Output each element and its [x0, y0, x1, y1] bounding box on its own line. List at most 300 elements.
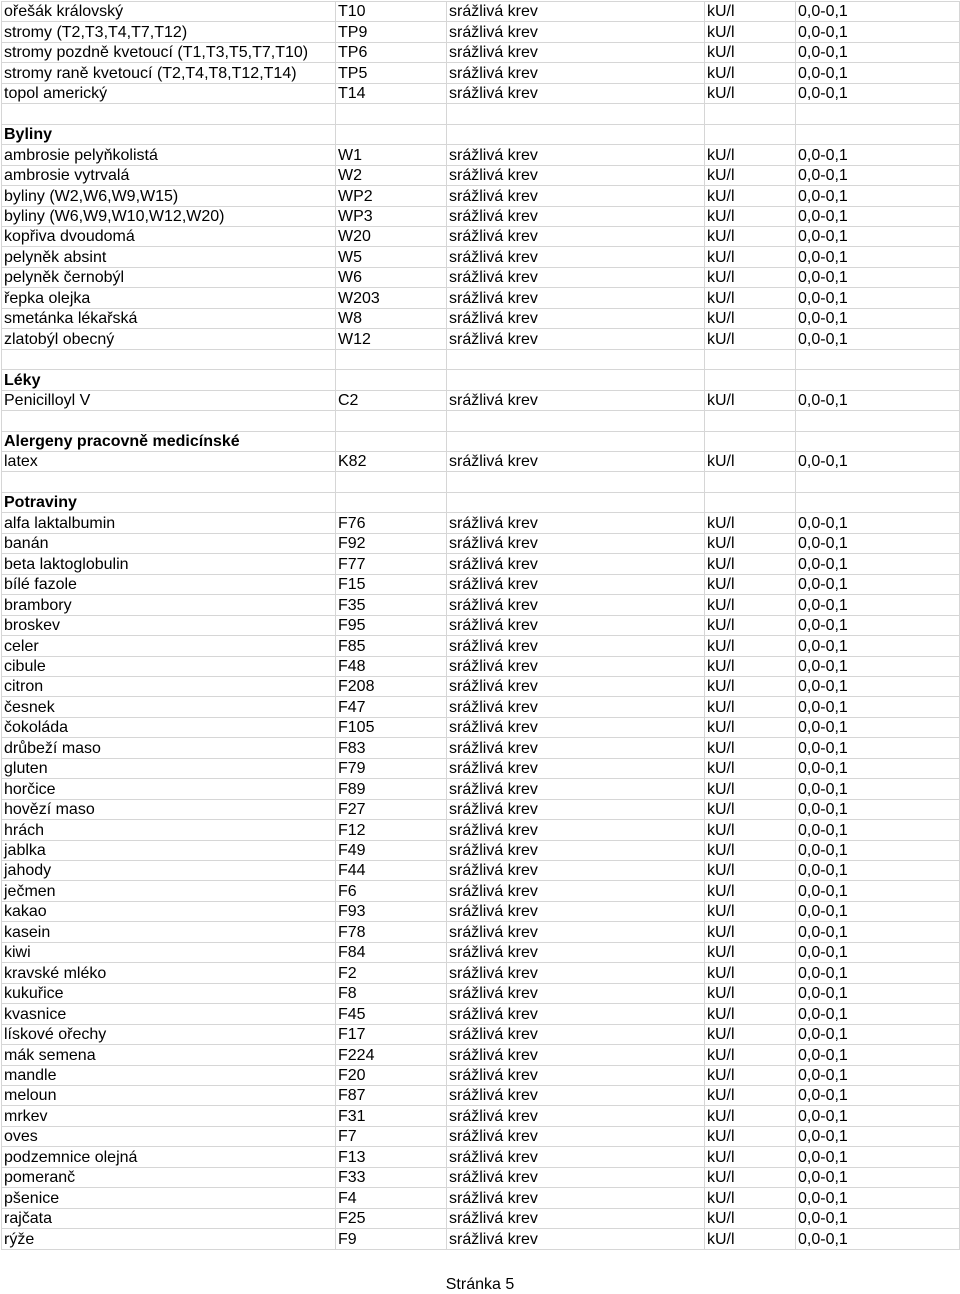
allergen-name-cell: latex: [2, 451, 336, 471]
allergen-name-cell: mák semena: [2, 1045, 336, 1065]
allergen-name-cell: jablka: [2, 840, 336, 860]
allergen-name-cell: kasein: [2, 922, 336, 942]
allergen-name-cell: oves: [2, 1126, 336, 1146]
material-cell: srážlivá krev: [447, 288, 705, 308]
allergen-name-cell: podzemnice olejná: [2, 1147, 336, 1167]
material-cell: srážlivá krev: [447, 513, 705, 533]
allergen-table-body: [2, 2, 960, 1250]
allergen-code-cell: F9: [336, 1229, 447, 1249]
reference-range-cell: 0,0-0,1: [796, 1065, 960, 1085]
reference-range-cell: 0,0-0,1: [796, 1147, 960, 1167]
allergen-code-cell: W1: [336, 145, 447, 165]
allergen-code-cell: TP9: [336, 22, 447, 42]
table-row: [2, 83, 960, 103]
unit-cell: [705, 370, 796, 390]
reference-range-cell: 0,0-0,1: [796, 595, 960, 615]
table-row: [2, 247, 960, 267]
material-cell: srážlivá krev: [447, 574, 705, 594]
allergen-code-cell: F78: [336, 922, 447, 942]
allergen-code-cell: W20: [336, 226, 447, 246]
unit-cell: kU/l: [705, 840, 796, 860]
category-row: [2, 124, 960, 144]
reference-range-cell: 0,0-0,1: [796, 83, 960, 103]
table-row: [2, 63, 960, 83]
reference-range-cell: 0,0-0,1: [796, 1024, 960, 1044]
allergen-code-cell: TP6: [336, 42, 447, 62]
allergen-name-cell: Penicilloyl V: [2, 390, 336, 410]
reference-range-cell: 0,0-0,1: [796, 308, 960, 328]
unit-cell: kU/l: [705, 615, 796, 635]
allergen-code-cell: F8: [336, 983, 447, 1003]
table-row: [2, 595, 960, 615]
category-heading: Byliny: [2, 124, 336, 144]
reference-range-cell: 0,0-0,1: [796, 799, 960, 819]
allergen-code-cell: F92: [336, 533, 447, 553]
material-cell: srážlivá krev: [447, 881, 705, 901]
allergen-code-cell: F76: [336, 513, 447, 533]
allergen-name-cell: cibule: [2, 656, 336, 676]
table-row: [2, 513, 960, 533]
unit-cell: kU/l: [705, 1065, 796, 1085]
material-cell: [447, 411, 705, 431]
unit-cell: kU/l: [705, 697, 796, 717]
allergen-name-cell: topol americký: [2, 83, 336, 103]
allergen-name-cell: horčice: [2, 779, 336, 799]
allergen-code-cell: F95: [336, 615, 447, 635]
table-row: [2, 186, 960, 206]
material-cell: srážlivá krev: [447, 676, 705, 696]
reference-range-cell: 0,0-0,1: [796, 758, 960, 778]
unit-cell: [705, 349, 796, 369]
unit-cell: kU/l: [705, 1004, 796, 1024]
unit-cell: kU/l: [705, 963, 796, 983]
material-cell: srážlivá krev: [447, 738, 705, 758]
allergen-name-cell: gluten: [2, 758, 336, 778]
table-row: [2, 656, 960, 676]
category-heading: Léky: [2, 370, 336, 390]
table-row: [2, 799, 960, 819]
reference-range-cell: 0,0-0,1: [796, 1106, 960, 1126]
category-heading: Potraviny: [2, 492, 336, 512]
reference-range-cell: 0,0-0,1: [796, 820, 960, 840]
allergen-name-cell: ambrosie vytrvalá: [2, 165, 336, 185]
material-cell: srážlivá krev: [447, 820, 705, 840]
allergen-code-cell: F13: [336, 1147, 447, 1167]
reference-range-cell: 0,0-0,1: [796, 963, 960, 983]
material-cell: srážlivá krev: [447, 554, 705, 574]
material-cell: srážlivá krev: [447, 1045, 705, 1065]
reference-range-cell: 0,0-0,1: [796, 451, 960, 471]
material-cell: srážlivá krev: [447, 22, 705, 42]
allergen-name-cell: beta laktoglobulin: [2, 554, 336, 574]
material-cell: srážlivá krev: [447, 1065, 705, 1085]
unit-cell: kU/l: [705, 636, 796, 656]
allergen-code-cell: F79: [336, 758, 447, 778]
unit-cell: kU/l: [705, 206, 796, 226]
table-row: [2, 451, 960, 471]
reference-range-cell: 0,0-0,1: [796, 615, 960, 635]
material-cell: srážlivá krev: [447, 206, 705, 226]
allergen-name-cell: lískové ořechy: [2, 1024, 336, 1044]
table-row: [2, 676, 960, 696]
allergen-code-cell: F105: [336, 717, 447, 737]
reference-range-cell: 0,0-0,1: [796, 145, 960, 165]
table-row: [2, 533, 960, 553]
unit-cell: kU/l: [705, 717, 796, 737]
allergen-code-cell: W203: [336, 288, 447, 308]
allergen-code-cell: F27: [336, 799, 447, 819]
allergen-name-cell: hrách: [2, 820, 336, 840]
unit-cell: kU/l: [705, 22, 796, 42]
unit-cell: kU/l: [705, 329, 796, 349]
unit-cell: kU/l: [705, 1045, 796, 1065]
unit-cell: kU/l: [705, 2, 796, 22]
material-cell: srážlivá krev: [447, 308, 705, 328]
allergen-code-cell: F93: [336, 901, 447, 921]
allergen-name-cell: hovězí maso: [2, 799, 336, 819]
reference-range-cell: 0,0-0,1: [796, 1208, 960, 1228]
reference-range-cell: [796, 104, 960, 124]
reference-range-cell: 0,0-0,1: [796, 390, 960, 410]
unit-cell: kU/l: [705, 656, 796, 676]
table-row: [2, 615, 960, 635]
unit-cell: kU/l: [705, 1086, 796, 1106]
material-cell: srážlivá krev: [447, 1024, 705, 1044]
table-row: [2, 1086, 960, 1106]
material-cell: srážlivá krev: [447, 1126, 705, 1146]
unit-cell: kU/l: [705, 165, 796, 185]
reference-range-cell: 0,0-0,1: [796, 738, 960, 758]
table-row: [2, 1188, 960, 1208]
blank-row: [2, 472, 960, 492]
table-row: [2, 145, 960, 165]
table-row: [2, 840, 960, 860]
allergen-name-cell: řepka olejka: [2, 288, 336, 308]
allergen-code-cell: F89: [336, 779, 447, 799]
table-row: [2, 22, 960, 42]
reference-range-cell: 0,0-0,1: [796, 22, 960, 42]
allergen-name-cell: kvasnice: [2, 1004, 336, 1024]
table-row: [2, 1167, 960, 1187]
allergen-code-cell: [336, 349, 447, 369]
unit-cell: kU/l: [705, 247, 796, 267]
reference-range-cell: 0,0-0,1: [796, 288, 960, 308]
allergen-code-cell: F15: [336, 574, 447, 594]
unit-cell: kU/l: [705, 901, 796, 921]
table-row: [2, 1147, 960, 1167]
unit-cell: kU/l: [705, 451, 796, 471]
allergen-code-cell: [336, 492, 447, 512]
allergen-name-cell: pelyněk absint: [2, 247, 336, 267]
reference-range-cell: 0,0-0,1: [796, 922, 960, 942]
table-row: [2, 738, 960, 758]
table-row: [2, 2, 960, 22]
unit-cell: kU/l: [705, 1188, 796, 1208]
table-row: [2, 226, 960, 246]
allergen-name-cell: [2, 349, 336, 369]
reference-range-cell: [796, 411, 960, 431]
category-row: [2, 431, 960, 451]
unit-cell: kU/l: [705, 922, 796, 942]
material-cell: [447, 492, 705, 512]
reference-range-cell: 0,0-0,1: [796, 1188, 960, 1208]
allergen-code-cell: F224: [336, 1045, 447, 1065]
allergen-name-cell: ořešák královský: [2, 2, 336, 22]
material-cell: srážlivá krev: [447, 799, 705, 819]
table-row: [2, 1229, 960, 1249]
unit-cell: kU/l: [705, 308, 796, 328]
allergen-name-cell: kopřiva dvoudomá: [2, 226, 336, 246]
unit-cell: kU/l: [705, 1126, 796, 1146]
allergen-code-cell: F85: [336, 636, 447, 656]
material-cell: srážlivá krev: [447, 1188, 705, 1208]
allergen-code-cell: F25: [336, 1208, 447, 1228]
allergen-name-cell: kravské mléko: [2, 963, 336, 983]
unit-cell: kU/l: [705, 1208, 796, 1228]
reference-range-cell: 0,0-0,1: [796, 267, 960, 287]
allergen-code-cell: F47: [336, 697, 447, 717]
reference-range-cell: 0,0-0,1: [796, 676, 960, 696]
table-row: [2, 308, 960, 328]
reference-range-cell: 0,0-0,1: [796, 554, 960, 574]
allergen-name-cell: citron: [2, 676, 336, 696]
allergen-code-cell: F7: [336, 1126, 447, 1146]
table-row: [2, 697, 960, 717]
category-heading: Alergeny pracovně medicínské: [2, 431, 336, 451]
allergen-name-cell: broskev: [2, 615, 336, 635]
allergen-code-cell: W5: [336, 247, 447, 267]
reference-range-cell: [796, 370, 960, 390]
allergen-code-cell: F12: [336, 820, 447, 840]
unit-cell: kU/l: [705, 942, 796, 962]
page-number: Stránka 5: [445, 1276, 515, 1293]
table-row: [2, 758, 960, 778]
allergen-name-cell: byliny (W2,W6,W9,W15): [2, 186, 336, 206]
allergen-name-cell: kiwi: [2, 942, 336, 962]
material-cell: srážlivá krev: [447, 1208, 705, 1228]
material-cell: srážlivá krev: [447, 63, 705, 83]
allergen-name-cell: ječmen: [2, 881, 336, 901]
allergen-code-cell: F6: [336, 881, 447, 901]
allergen-name-cell: stromy pozdně kvetoucí (T1,T3,T5,T7,T10): [2, 42, 336, 62]
allergen-code-cell: T10: [336, 2, 447, 22]
allergen-name-cell: kakao: [2, 901, 336, 921]
table-row: [2, 165, 960, 185]
reference-range-cell: [796, 349, 960, 369]
material-cell: srážlivá krev: [447, 656, 705, 676]
unit-cell: kU/l: [705, 799, 796, 819]
allergen-code-cell: F35: [336, 595, 447, 615]
allergen-name-cell: meloun: [2, 1086, 336, 1106]
allergen-code-cell: F4: [336, 1188, 447, 1208]
allergen-name-cell: [2, 411, 336, 431]
allergen-name-cell: rajčata: [2, 1208, 336, 1228]
table-row: [2, 901, 960, 921]
unit-cell: kU/l: [705, 186, 796, 206]
unit-cell: [705, 431, 796, 451]
unit-cell: kU/l: [705, 63, 796, 83]
allergen-name-cell: brambory: [2, 595, 336, 615]
unit-cell: kU/l: [705, 1106, 796, 1126]
reference-range-cell: 0,0-0,1: [796, 1167, 960, 1187]
allergen-code-cell: F48: [336, 656, 447, 676]
blank-row: [2, 349, 960, 369]
reference-range-cell: 0,0-0,1: [796, 533, 960, 553]
unit-cell: kU/l: [705, 226, 796, 246]
allergen-code-cell: [336, 472, 447, 492]
unit-cell: kU/l: [705, 390, 796, 410]
allergen-code-cell: W6: [336, 267, 447, 287]
material-cell: srážlivá krev: [447, 922, 705, 942]
material-cell: srážlivá krev: [447, 758, 705, 778]
unit-cell: kU/l: [705, 738, 796, 758]
reference-range-cell: 0,0-0,1: [796, 63, 960, 83]
table-row: [2, 390, 960, 410]
unit-cell: kU/l: [705, 42, 796, 62]
table-row: [2, 1208, 960, 1228]
unit-cell: kU/l: [705, 574, 796, 594]
reference-range-cell: 0,0-0,1: [796, 206, 960, 226]
blank-row: [2, 104, 960, 124]
allergen-name-cell: čokoláda: [2, 717, 336, 737]
allergen-name-cell: alfa laktalbumin: [2, 513, 336, 533]
allergen-name-cell: bílé fazole: [2, 574, 336, 594]
allergen-code-cell: T14: [336, 83, 447, 103]
table-row: [2, 1065, 960, 1085]
table-row: [2, 983, 960, 1003]
allergen-code-cell: [336, 411, 447, 431]
material-cell: srážlivá krev: [447, 1147, 705, 1167]
material-cell: [447, 472, 705, 492]
allergen-table: [1, 1, 960, 1250]
material-cell: [447, 104, 705, 124]
unit-cell: kU/l: [705, 83, 796, 103]
table-row: [2, 329, 960, 349]
material-cell: srážlivá krev: [447, 186, 705, 206]
reference-range-cell: [796, 124, 960, 144]
reference-range-cell: 0,0-0,1: [796, 42, 960, 62]
table-row: [2, 922, 960, 942]
material-cell: [447, 124, 705, 144]
allergen-code-cell: F84: [336, 942, 447, 962]
material-cell: srážlivá krev: [447, 2, 705, 22]
allergen-name-cell: rýže: [2, 1229, 336, 1249]
table-row: [2, 288, 960, 308]
allergen-name-cell: [2, 104, 336, 124]
unit-cell: [705, 104, 796, 124]
table-row: [2, 1126, 960, 1146]
material-cell: srážlivá krev: [447, 390, 705, 410]
material-cell: srážlivá krev: [447, 1004, 705, 1024]
table-row: [2, 1024, 960, 1044]
reference-range-cell: 0,0-0,1: [796, 2, 960, 22]
material-cell: srážlivá krev: [447, 145, 705, 165]
reference-range-cell: 0,0-0,1: [796, 697, 960, 717]
material-cell: srážlivá krev: [447, 267, 705, 287]
allergen-code-cell: F77: [336, 554, 447, 574]
table-row: [2, 820, 960, 840]
reference-range-cell: 0,0-0,1: [796, 717, 960, 737]
unit-cell: kU/l: [705, 1147, 796, 1167]
unit-cell: kU/l: [705, 554, 796, 574]
allergen-code-cell: [336, 370, 447, 390]
reference-range-cell: 0,0-0,1: [796, 861, 960, 881]
allergen-name-cell: pomeranč: [2, 1167, 336, 1187]
table-row: [2, 942, 960, 962]
unit-cell: kU/l: [705, 533, 796, 553]
unit-cell: kU/l: [705, 779, 796, 799]
material-cell: srážlivá krev: [447, 247, 705, 267]
reference-range-cell: 0,0-0,1: [796, 636, 960, 656]
table-row: [2, 1045, 960, 1065]
table-row: [2, 1004, 960, 1024]
allergen-code-cell: F2: [336, 963, 447, 983]
allergen-name-cell: byliny (W6,W9,W10,W12,W20): [2, 206, 336, 226]
reference-range-cell: 0,0-0,1: [796, 881, 960, 901]
material-cell: srážlivá krev: [447, 840, 705, 860]
allergen-name-cell: drůbeží maso: [2, 738, 336, 758]
allergen-code-cell: [336, 104, 447, 124]
reference-range-cell: 0,0-0,1: [796, 1086, 960, 1106]
allergen-name-cell: stromy raně kvetoucí (T2,T4,T8,T12,T14): [2, 63, 336, 83]
material-cell: [447, 431, 705, 451]
allergen-name-cell: celer: [2, 636, 336, 656]
unit-cell: kU/l: [705, 267, 796, 287]
allergen-code-cell: F31: [336, 1106, 447, 1126]
reference-range-cell: 0,0-0,1: [796, 656, 960, 676]
reference-range-cell: 0,0-0,1: [796, 942, 960, 962]
allergen-code-cell: F33: [336, 1167, 447, 1187]
unit-cell: kU/l: [705, 1024, 796, 1044]
allergen-name-cell: zlatobýl obecný: [2, 329, 336, 349]
allergen-code-cell: F208: [336, 676, 447, 696]
material-cell: srážlivá krev: [447, 329, 705, 349]
table-row: [2, 881, 960, 901]
material-cell: srážlivá krev: [447, 42, 705, 62]
allergen-code-cell: [336, 124, 447, 144]
allergen-code-cell: W8: [336, 308, 447, 328]
allergen-name-cell: pšenice: [2, 1188, 336, 1208]
allergen-code-cell: F83: [336, 738, 447, 758]
table-row: [2, 42, 960, 62]
material-cell: srážlivá krev: [447, 717, 705, 737]
table-row: [2, 963, 960, 983]
material-cell: srážlivá krev: [447, 963, 705, 983]
unit-cell: [705, 124, 796, 144]
unit-cell: [705, 492, 796, 512]
material-cell: srážlivá krev: [447, 901, 705, 921]
table-row: [2, 636, 960, 656]
material-cell: srážlivá krev: [447, 1106, 705, 1126]
material-cell: srážlivá krev: [447, 83, 705, 103]
allergen-name-cell: banán: [2, 533, 336, 553]
reference-range-cell: 0,0-0,1: [796, 513, 960, 533]
material-cell: srážlivá krev: [447, 636, 705, 656]
material-cell: srážlivá krev: [447, 1167, 705, 1187]
blank-row: [2, 411, 960, 431]
material-cell: srážlivá krev: [447, 942, 705, 962]
reference-range-cell: [796, 431, 960, 451]
reference-range-cell: 0,0-0,1: [796, 1004, 960, 1024]
reference-range-cell: 0,0-0,1: [796, 1045, 960, 1065]
reference-range-cell: 0,0-0,1: [796, 329, 960, 349]
material-cell: [447, 349, 705, 369]
allergen-code-cell: F45: [336, 1004, 447, 1024]
allergen-name-cell: mandle: [2, 1065, 336, 1085]
material-cell: srážlivá krev: [447, 533, 705, 553]
table-row: [2, 267, 960, 287]
material-cell: srážlivá krev: [447, 226, 705, 246]
